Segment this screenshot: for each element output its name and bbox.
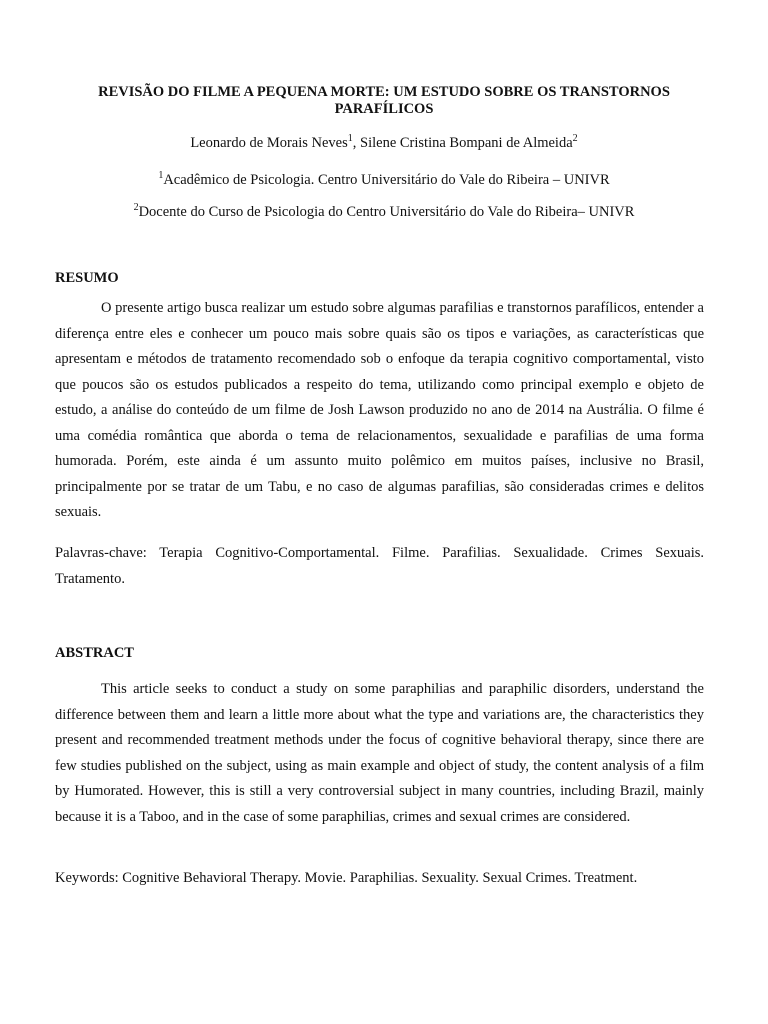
keywords-value: Terapia Cognitivo-Comportamental. Filme. Parafilias. Sexualidade. Crimes Sexuais. Tratamento. <box>55 545 704 587</box>
keywords-value: Cognitive Behavioral Therapy. Movie. Paraphilias. Sexuality. Sexual Crimes. Treatment. <box>122 870 638 886</box>
keywords-label: Keywords: <box>55 870 119 886</box>
abstract-heading: ABSTRACT <box>55 645 134 661</box>
author-affiliation-mark: 2 <box>572 133 578 145</box>
resumo-body: O presente artigo busca realizar um estudo sobre algumas parafilias e transtornos parafílicos, entender a diferença entre eles e conhecer um pouco mais sobre quais são os tipos e variações, as características que apresentam e métodos de tratamento recomendado sob o enfoque da terapia cognitivo comportamental, visto que poucos são os estudos publicados a respeito do tema, utilizando como principal exemplo e objeto de estudo, a análise do conteúdo de um filme de Josh Lawson produzido no ano de 2014 na Austrália. O filme é uma comédia romântica que aborda o tema de relacionamentos, sexualidade e parafilias de uma forma humorada. Porém, este ainda é um assunto muito polêmico em muitos países, inclusive no Brasil, principalmente por se tratar de um Tabu, e no caso de algumas parafilias, são consideradas crimes e delitos sexuais. <box>55 300 704 520</box>
affiliation <box>55 203 713 221</box>
affiliation-mark: 2 <box>133 202 139 214</box>
author-line <box>55 134 713 152</box>
resumo-keywords <box>55 541 704 592</box>
resumo-heading: RESUMO <box>55 270 119 286</box>
author-separator: , <box>352 135 361 151</box>
affiliation <box>55 171 713 189</box>
abstract-keywords <box>55 866 704 892</box>
affiliation-text: Acadêmico de Psicologia. Centro Universitário do Vale do Ribeira – UNIVR <box>163 172 610 188</box>
author-affiliation-mark: 1 <box>347 133 353 145</box>
keywords-label: Palavras-chave: <box>55 545 147 561</box>
affiliation-mark: 1 <box>158 170 164 182</box>
affiliation-text: Docente do Curso de Psicologia do Centro Universitário do Vale do Ribeira– UNIVR <box>138 204 635 220</box>
paper-title: REVISÃO DO FILME A PEQUENA MORTE: UM ESTUDO SOBRE OS TRANSTORNOS PARAFÍLICOS <box>98 84 670 117</box>
author-name: Leonardo de Morais Neves <box>190 135 348 151</box>
abstract-body: This article seeks to conduct a study on some paraphilias and paraphilic disorders, understand the difference between them and learn a little more about what the type and variations are, the characteristics they present and recommended treatment methods under the focus of cognitive behavioral therapy, since there are few studies published on the subject, using as main example and object of study, the content analysis of a film by Humorated. However, this is still a very controversial subject in many countries, including Brazil, mainly because it is a Taboo, and in the case of some paraphilias, crimes and sexual crimes are considered. <box>55 681 704 825</box>
author-name: Silene Cristina Bompani de Almeida <box>360 135 573 151</box>
